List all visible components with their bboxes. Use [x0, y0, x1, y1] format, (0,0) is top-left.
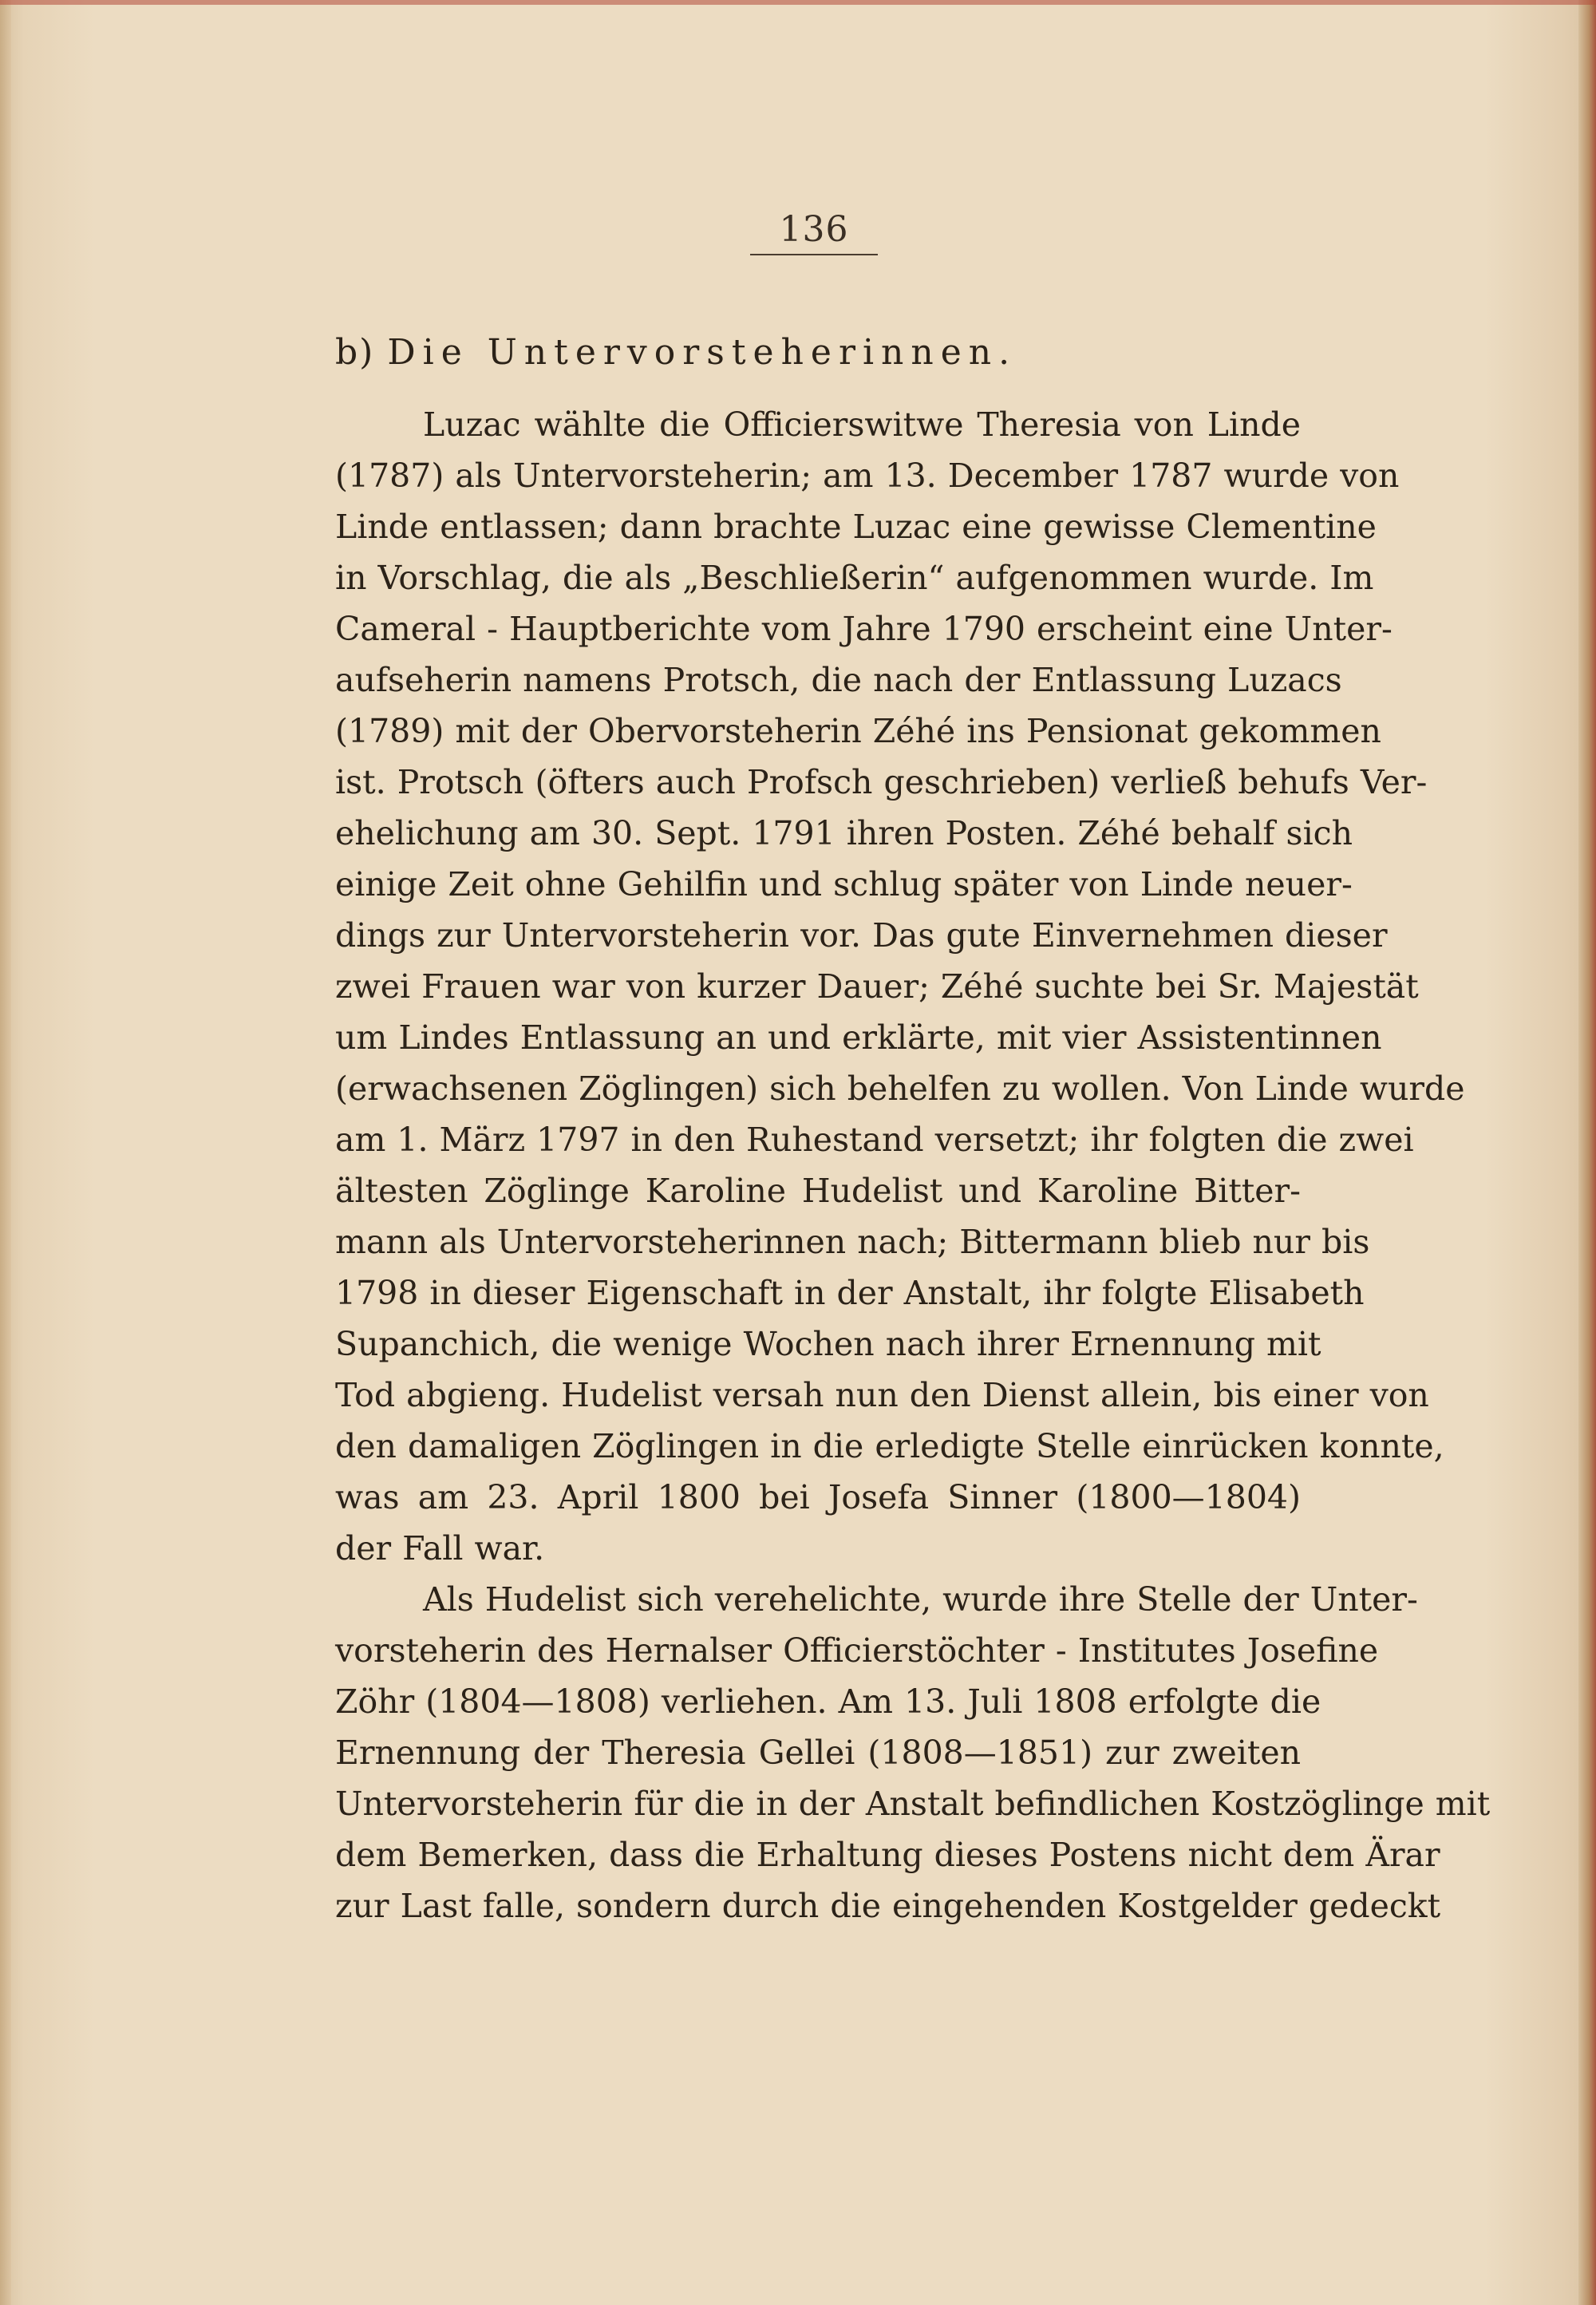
text-line: zwei Frauen war von kurzer Dauer; Zéhé suchte bei Sr. Majestät	[335, 967, 1419, 1006]
heading-prefix: b)	[335, 332, 375, 373]
text-line: Linde entlassen; dann brachte Luzac eine gewisse Clementine	[335, 508, 1377, 546]
text-line: (1789) mit der Obervorsteherin Zéhé ins Pensionat gekommen	[335, 712, 1381, 750]
text-line: zur Last falle, sondern durch die eingehenden Kostgelder gedeckt	[335, 1887, 1441, 1925]
page-right-edge	[1578, 0, 1596, 2305]
text-line: Tod abgieng. Hudelist versah nun den Dienst allein, bis einer von	[335, 1376, 1429, 1414]
text-line: Ernennung der Theresia Gellei (1808—1851) zur zweiten	[335, 1734, 1301, 1772]
text-line: den damaligen Zöglingen in die erledigte Stelle einrücken konnte,	[335, 1427, 1444, 1465]
text-line: vorsteherin des Hernalser Officierstöchter - Institutes Josefine	[335, 1631, 1379, 1670]
text-line: ehelichung am 30. Sept. 1791 ihren Posten. Zéhé behalf sich	[335, 814, 1353, 852]
text-line: (erwachsenen Zöglingen) sich behelfen zu wollen. Von Linde wurde	[335, 1069, 1465, 1108]
text-line: ist. Protsch (öfters auch Profsch geschrieben) verließ behufs Ver-	[335, 763, 1428, 801]
body-text	[335, 399, 1491, 1931]
text-line: um Lindes Entlassung an und erklärte, mit vier Assistentinnen	[335, 1018, 1382, 1057]
page-number-rule	[750, 254, 878, 255]
text-line: der Fall war.	[335, 1529, 545, 1568]
text-line: Cameral - Hauptberichte vom Jahre 1790 erscheint eine Unter-	[335, 610, 1393, 648]
text-line: aufseherin namens Protsch, die nach der Entlassung Luzacs	[335, 661, 1342, 699]
text-line: Untervorsteherin für die in der Anstalt befindlichen Kostzöglinge mit	[335, 1785, 1491, 1823]
text-line: mann als Untervorsteherinnen nach; Bittermann blieb nur bis	[335, 1223, 1370, 1261]
text-line: (1787) als Untervorsteherin; am 13. December 1787 wurde von	[335, 457, 1400, 495]
text-line: am 1. März 1797 in den Ruhestand versetzt; ihr folgten die zwei	[335, 1121, 1414, 1159]
page-number: 136	[779, 209, 849, 250]
section-heading	[335, 332, 1213, 373]
text-line: Als Hudelist sich verehelichte, wurde ihre Stelle der Unter-	[423, 1580, 1418, 1619]
heading-title: Die Untervorsteherinnen.	[387, 332, 1017, 373]
page-left-edge	[0, 0, 11, 2305]
text-line: in Vorschlag, die als „Beschließerin“ aufgenommen wurde. Im	[335, 559, 1374, 597]
text-line: Zöhr (1804—1808) verliehen. Am 13. Juli 1808 erfolgte die	[335, 1682, 1321, 1721]
page-top-edge	[0, 0, 1596, 5]
text-line: 1798 in dieser Eigenschaft in der Anstalt, ihr folgte Elisabeth	[335, 1274, 1365, 1312]
text-line: ältesten Zöglinge Karoline Hudelist und Karoline Bitter-	[335, 1172, 1301, 1210]
text-line: was am 23. April 1800 bei Josefa Sinner (1800—1804)	[335, 1478, 1301, 1516]
text-line: dem Bemerken, dass die Erhaltung dieses Postens nicht dem Ärar	[335, 1836, 1440, 1874]
text-line: Supanchich, die wenige Wochen nach ihrer Ernennung mit	[335, 1325, 1321, 1363]
text-line: dings zur Untervorsteherin vor. Das gute Einvernehmen dieser	[335, 916, 1388, 955]
text-line: einige Zeit ohne Gehilfin und schlug später von Linde neuer-	[335, 865, 1353, 903]
text-line: Luzac wählte die Officierswitwe Theresia von Linde	[423, 405, 1301, 444]
